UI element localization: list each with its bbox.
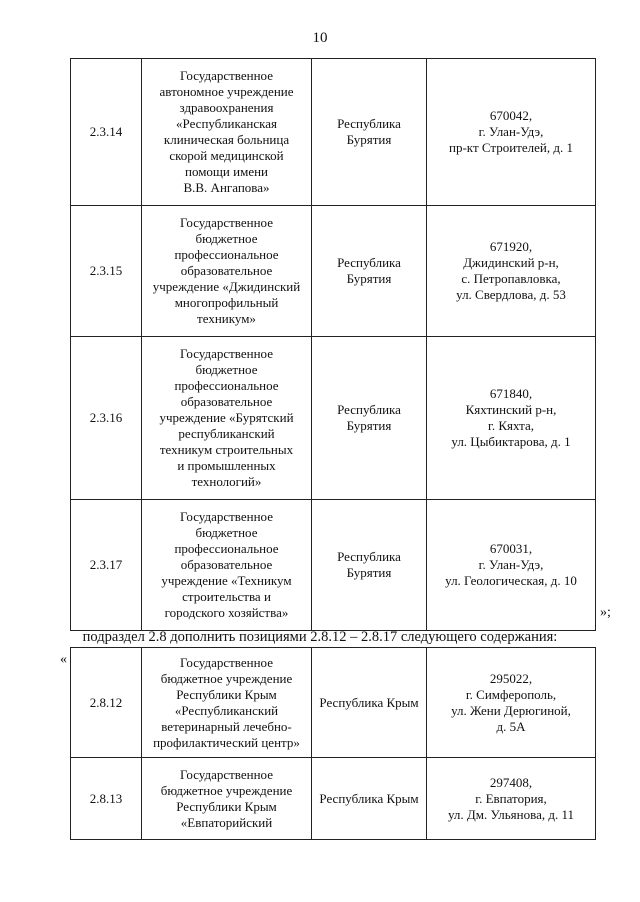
table-row bbox=[71, 758, 596, 840]
row-number: 2.8.12 bbox=[71, 648, 142, 758]
table-row bbox=[71, 206, 596, 337]
table-row bbox=[71, 648, 596, 758]
region: Республика Бурятия bbox=[312, 59, 427, 206]
organization-name: Государственное бюджетное профессиональное образовательное учреждение «Техникум строительства и городского хозяйства» bbox=[142, 500, 312, 631]
organization-name: Государственное бюджетное учреждение Республики Крым «Евпаторийский bbox=[142, 758, 312, 840]
row-number: 2.8.13 bbox=[71, 758, 142, 840]
table-row bbox=[71, 500, 596, 631]
table-row bbox=[71, 59, 596, 206]
row-number: 2.3.15 bbox=[71, 206, 142, 337]
region: Республика Крым bbox=[312, 648, 427, 758]
organization-name: Государственное бюджетное учреждение Республики Крым «Республиканский ветеринарный лечебно- профилактический центр» bbox=[142, 648, 312, 758]
closing-quote: »; bbox=[600, 605, 611, 620]
row-number: 2.3.17 bbox=[71, 500, 142, 631]
address: 670031, г. Улан-Удэ, ул. Геологическая, д. 10 bbox=[427, 500, 596, 631]
organization-name: Государственное автономное учреждение здравоохранения «Республиканская клиническая больница скорой медицинской помощи имени В.В. Ангапова» bbox=[142, 59, 312, 206]
organization-name: Государственное бюджетное профессиональное образовательное учреждение «Джидинский многопрофильный техникум» bbox=[142, 206, 312, 337]
row-number: 2.3.14 bbox=[71, 59, 142, 206]
region: Республика Крым bbox=[312, 758, 427, 840]
organization-name: Государственное бюджетное профессиональное образовательное учреждение «Бурятский республиканский техникум строительных и промышленных технологий» bbox=[142, 337, 312, 500]
address: 671840, Кяхтинский р-н, г. Кяхта, ул. Цыбиктарова, д. 1 bbox=[427, 337, 596, 500]
address: 295022, г. Симферополь, ул. Жени Дерюгиной, д. 5А bbox=[427, 648, 596, 758]
page-number: 10 bbox=[312, 30, 328, 46]
address: 297408, г. Евпатория, ул. Дм. Ульянова, д. 11 bbox=[427, 758, 596, 840]
organizations-table-section-2-8 bbox=[70, 647, 596, 840]
table-row bbox=[71, 337, 596, 500]
opening-quote: « bbox=[60, 652, 67, 667]
address: 670042, г. Улан-Удэ, пр-кт Строителей, д. 1 bbox=[427, 59, 596, 206]
region: Республика Бурятия bbox=[312, 500, 427, 631]
address: 671920, Джидинский р-н, с. Петропавловка, ул. Свердлова, д. 53 bbox=[427, 206, 596, 337]
region: Республика Бурятия bbox=[312, 206, 427, 337]
intro-text: подраздел 2.8 дополнить позициями 2.8.12 – 2.8.17 следующего содержания: bbox=[82, 629, 558, 645]
organizations-table-section-2-3 bbox=[70, 58, 596, 631]
row-number: 2.3.16 bbox=[71, 337, 142, 500]
region: Республика Бурятия bbox=[312, 337, 427, 500]
